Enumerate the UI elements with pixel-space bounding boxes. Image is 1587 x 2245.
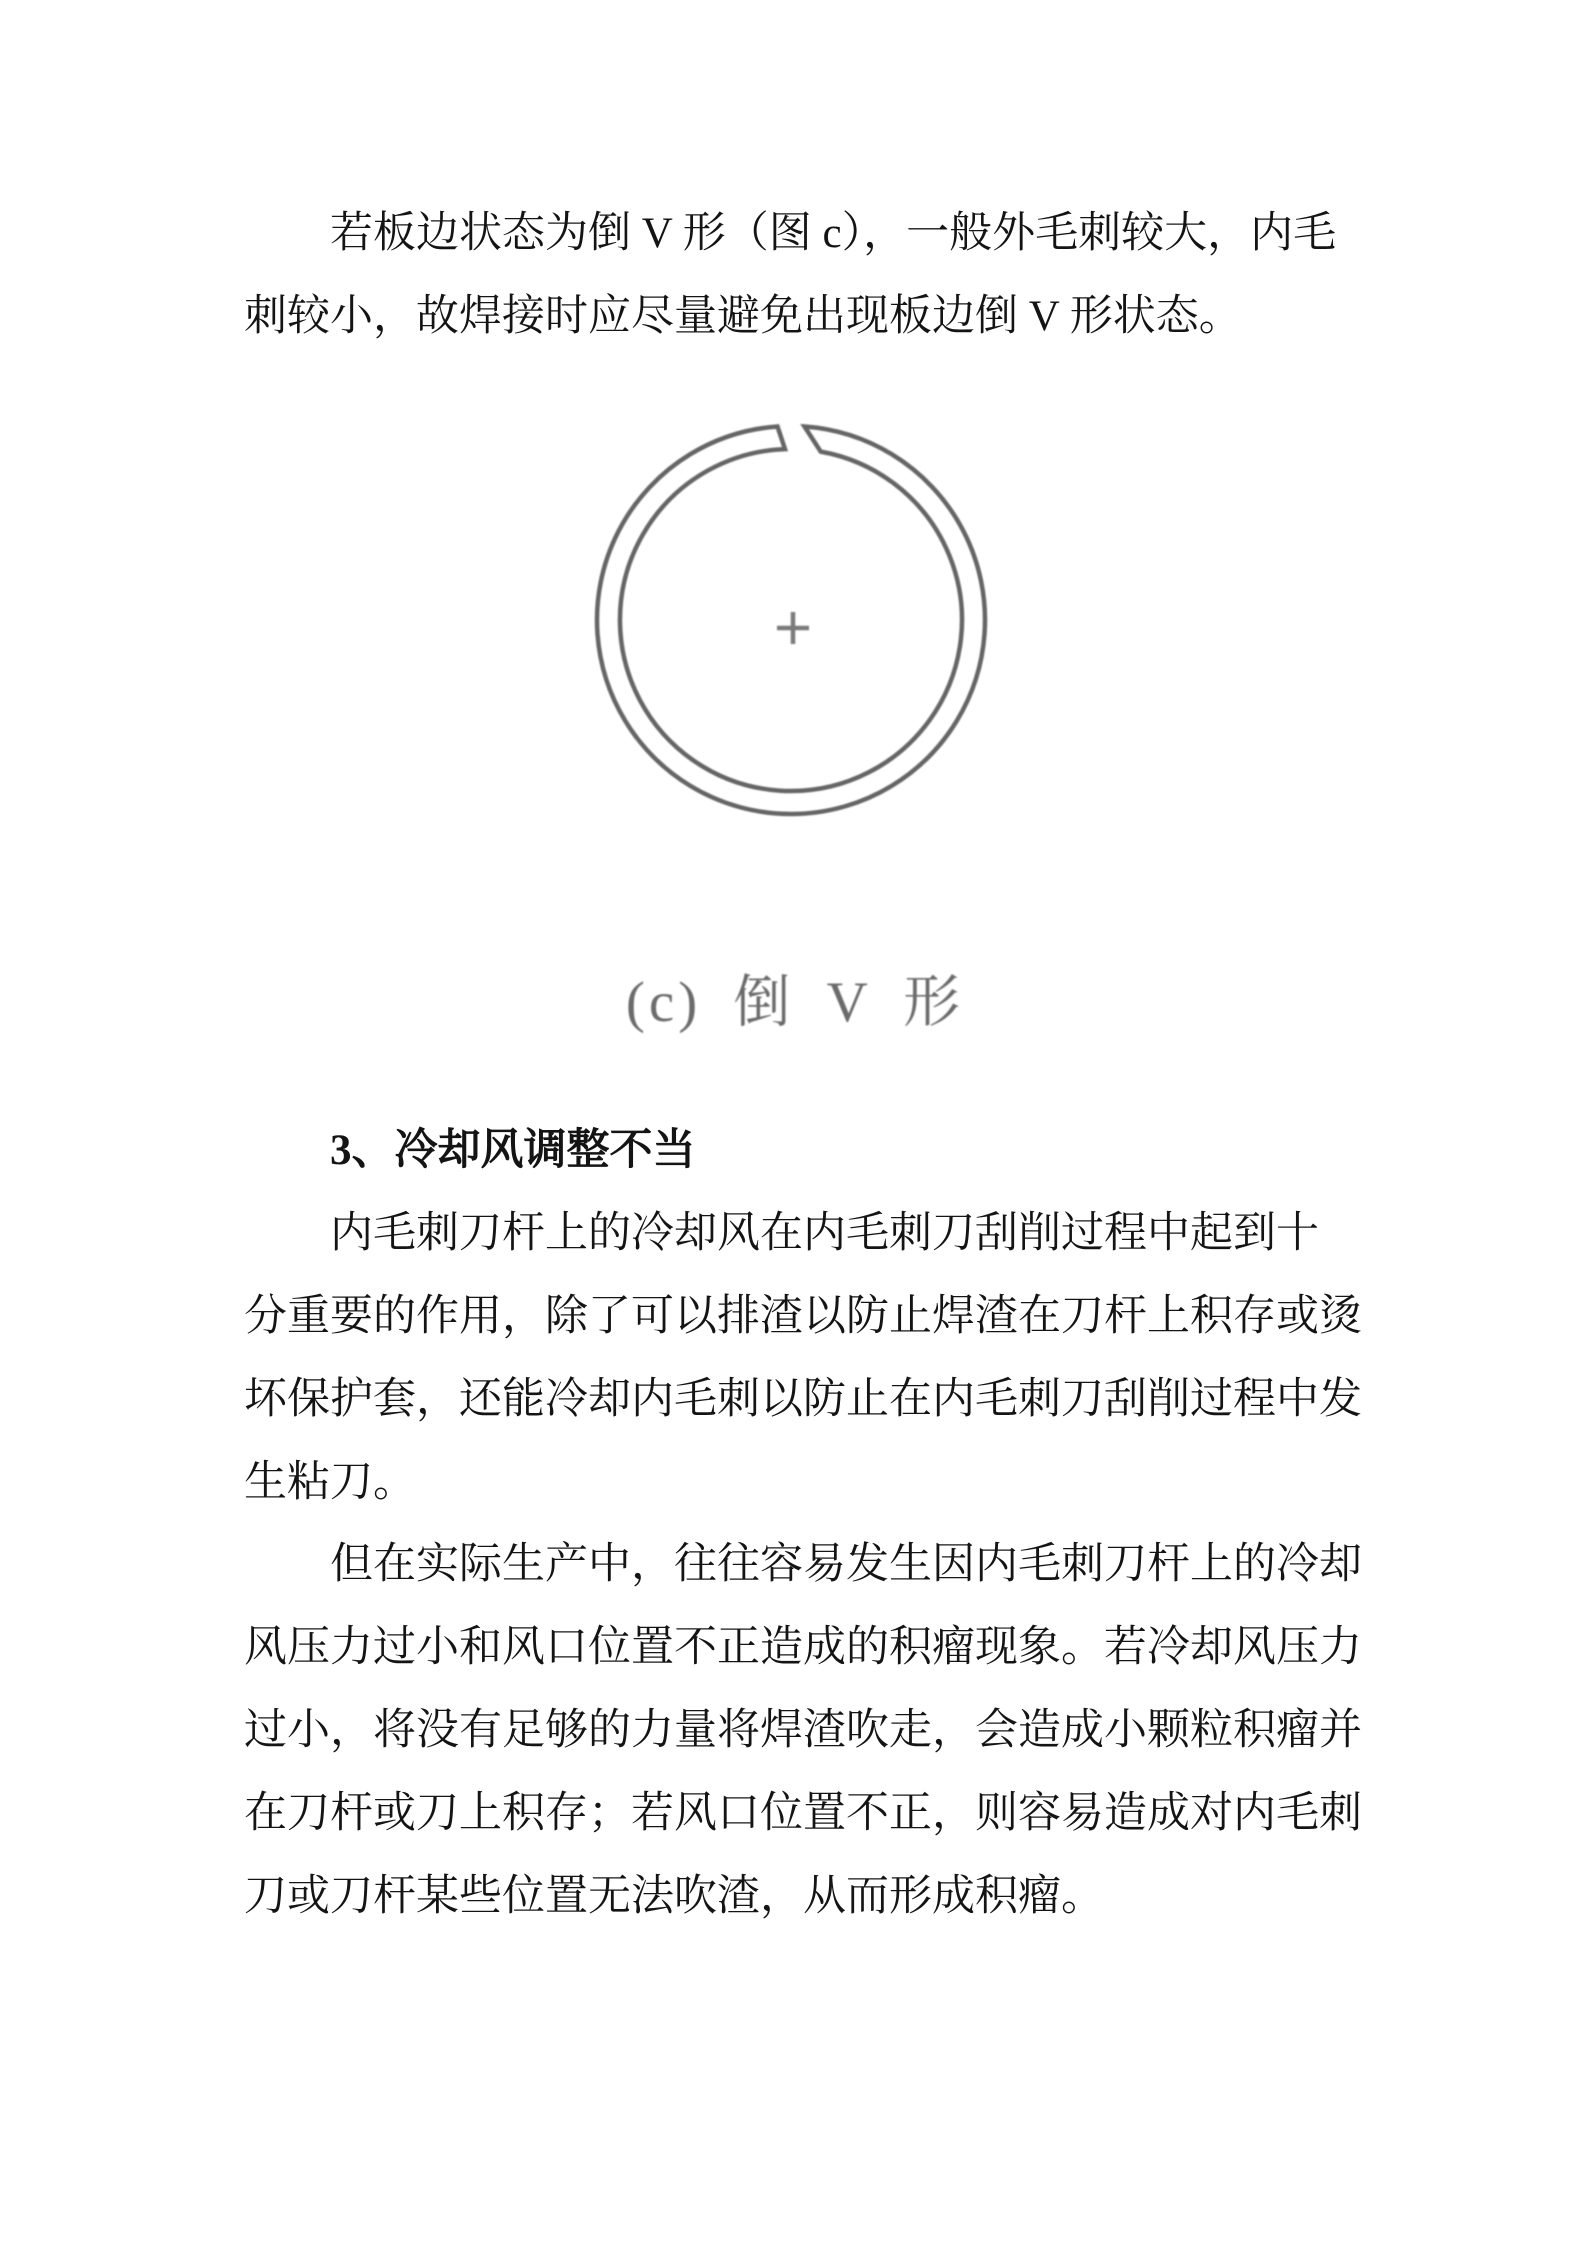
- figure-caption: (c) 倒 V 形: [625, 971, 965, 1034]
- figure-c-inverted-v-cross-section: [560, 392, 1030, 1092]
- paragraph-cooling-air-problems: [244, 1523, 1414, 1938]
- text-line: 风压力过小和风口位置不正造成的积瘤现象。若冷却风压力: [244, 1624, 1362, 1671]
- text-line: 过小，将没有足够的力量将焊渣吹走，会造成小颗粒积瘤并: [244, 1707, 1362, 1754]
- text-line: 分重要的作用，除了可以排渣以防止焊渣在刀杆上积存或烫: [244, 1293, 1362, 1340]
- text-line: 在刀杆或刀上积存；若风口位置不正，则容易造成对内毛刺: [244, 1790, 1362, 1837]
- text-line: 坏保护套，还能冷却内毛刺以防止在内毛刺刀刮削过程中发: [244, 1376, 1362, 1423]
- paragraph-board-edge-inverted-v: [244, 192, 1414, 358]
- center-cross-mark: [777, 612, 809, 644]
- text-line: 内毛刺刀杆上的冷却风在内毛刺刀刮削过程中起到十: [330, 1210, 1319, 1257]
- text-line: 若板边状态为倒 V 形（图 c），一般外毛刺较大，内毛: [330, 210, 1337, 257]
- text-line: 刀或刀杆某些位置无法吹渣，从而形成积瘤。: [244, 1873, 1104, 1920]
- text-line: 刺较小，故焊接时应尽量避免出现板边倒 V 形状态。: [244, 293, 1242, 340]
- paragraph-cooling-air-function: [244, 1192, 1414, 1524]
- pipe-cross-section-image: [560, 392, 1030, 852]
- section-heading-cooling-air: 3、冷却风调整不当: [330, 1127, 696, 1174]
- text-line: 但在实际生产中，往往容易发生因内毛刺刀杆上的冷却: [330, 1541, 1362, 1588]
- text-line: 生粘刀。: [244, 1459, 416, 1506]
